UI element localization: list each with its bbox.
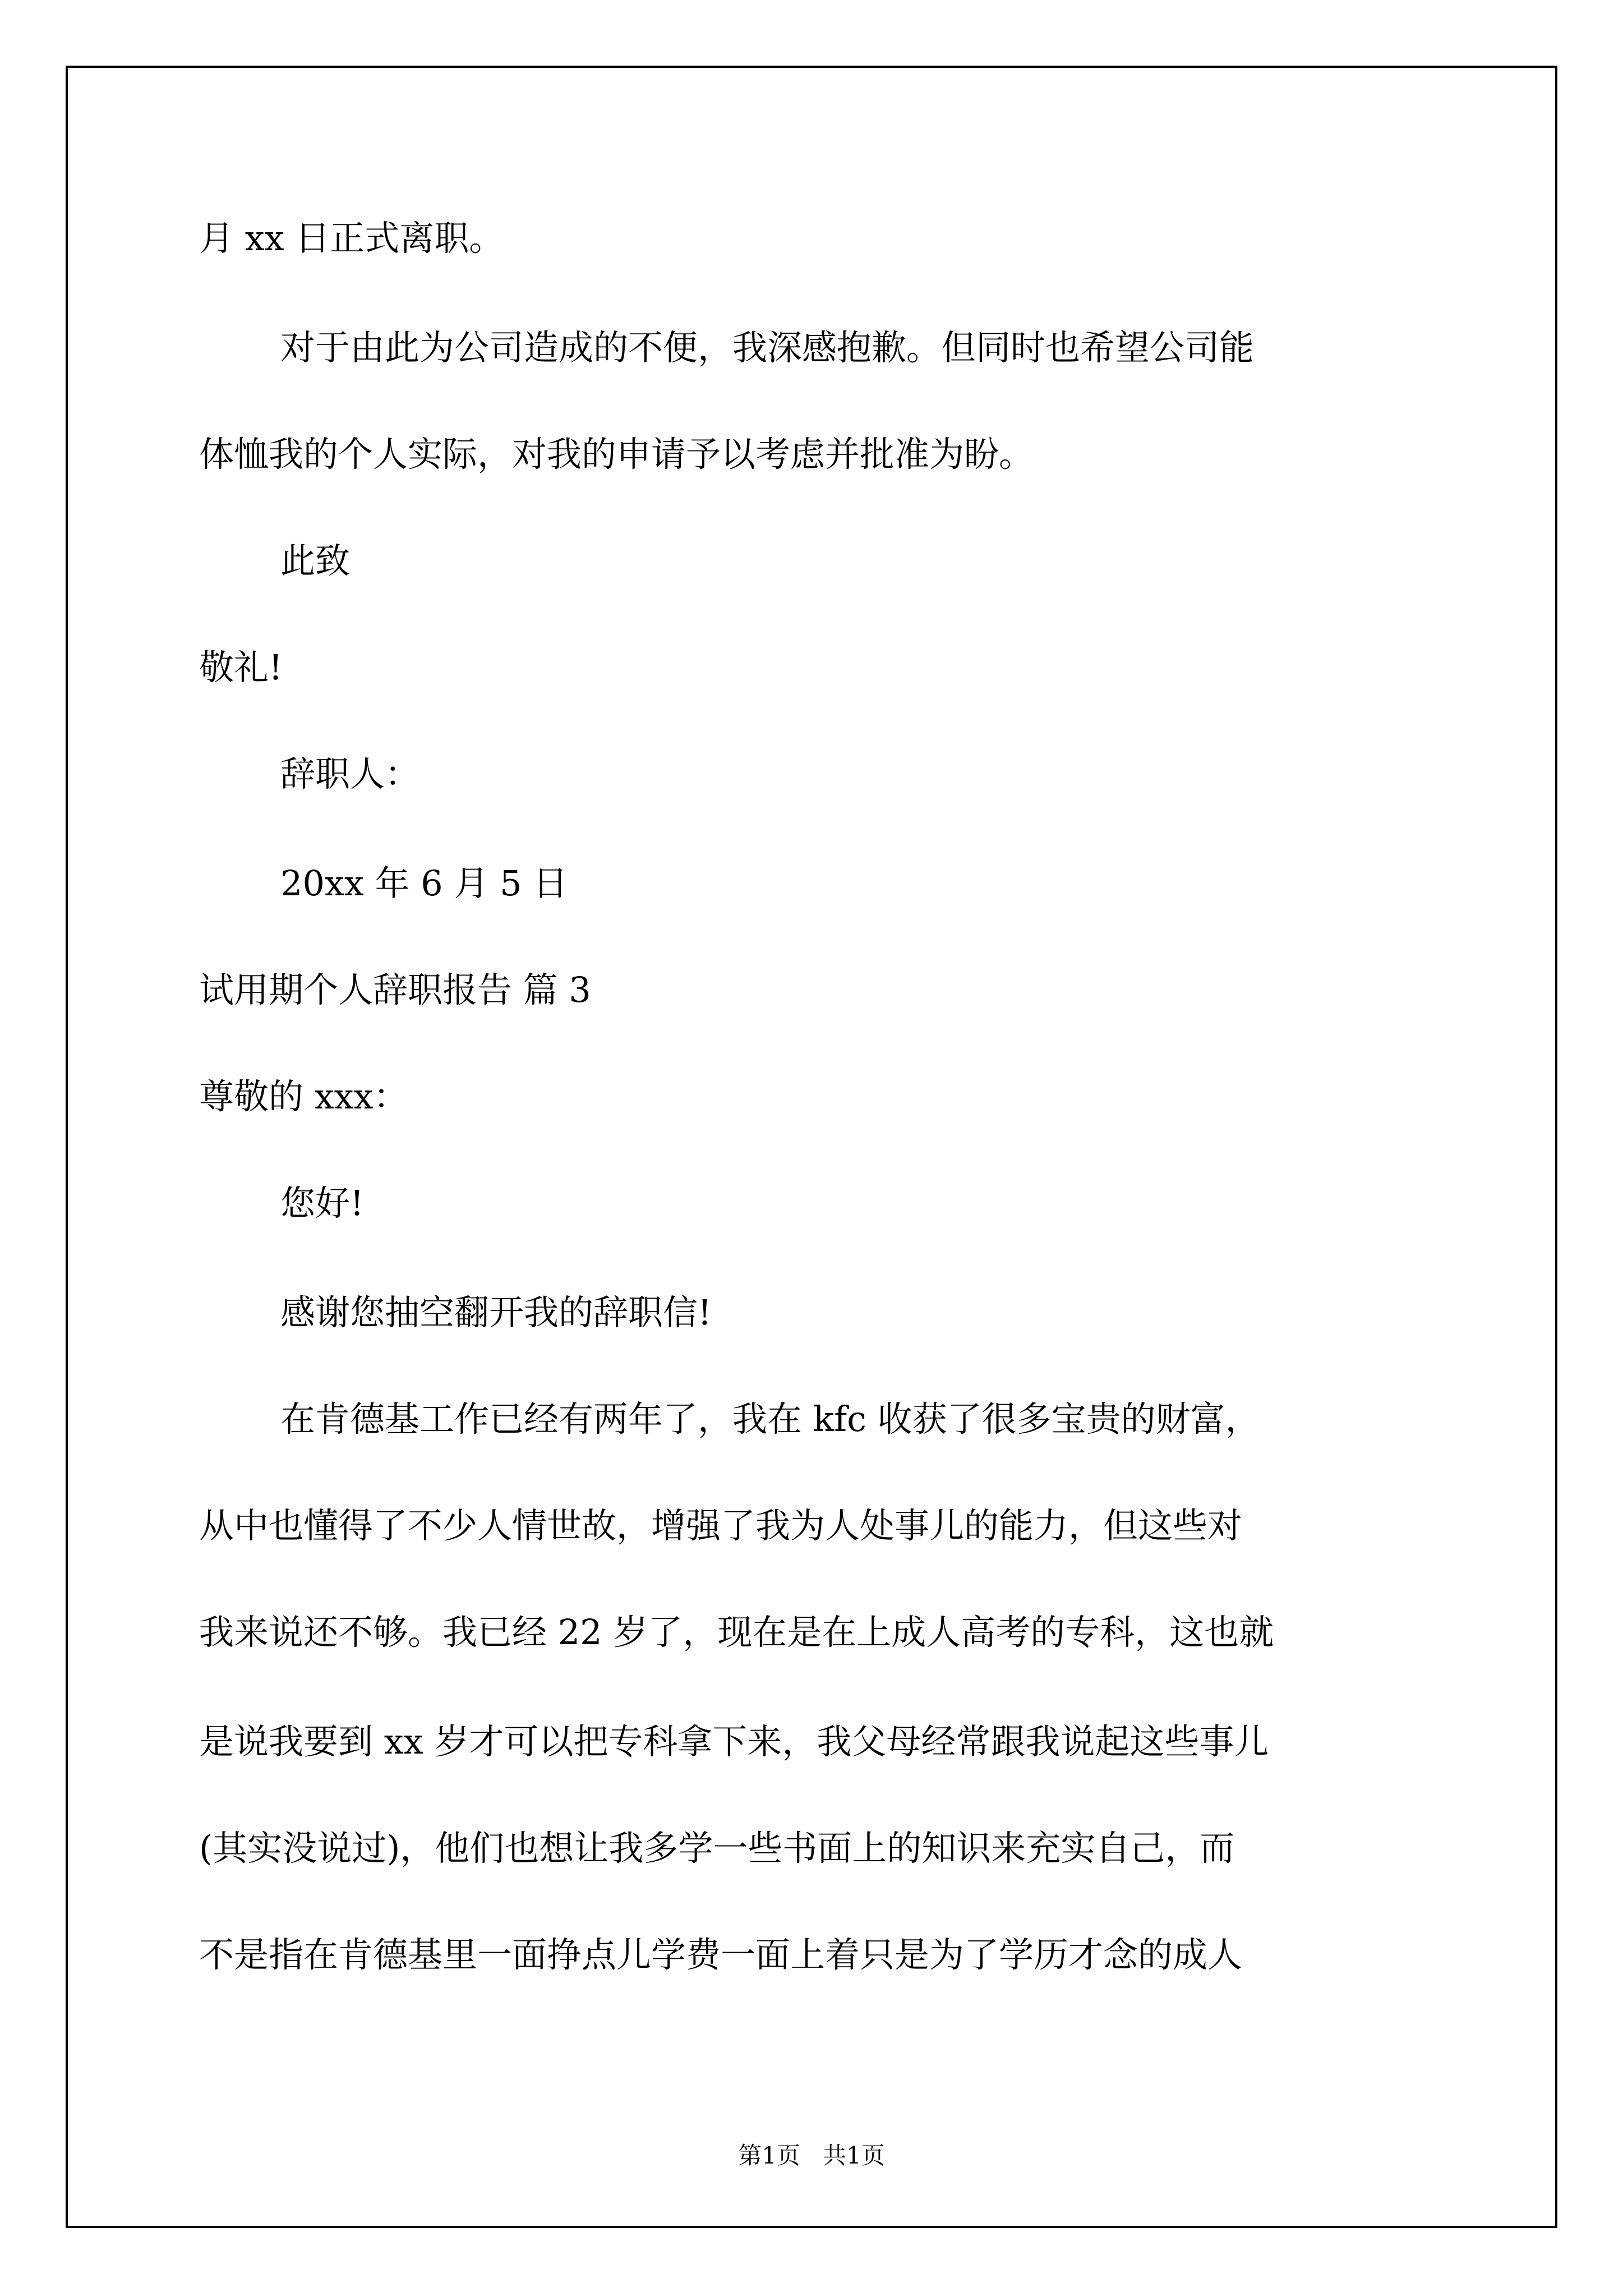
text-line: 月 xx 日正式离职。 bbox=[199, 218, 504, 259]
text-line: 对于由此为公司造成的不便，我深感抱歉。但同时也希望公司能 bbox=[280, 327, 1255, 368]
page-footer: 第1页 共1页 bbox=[738, 2142, 885, 2169]
text-line: 从中也懂得了不少人情世故，增强了我为人处事儿的能力，但这些对 bbox=[199, 1505, 1243, 1546]
text-line: 辞职人： bbox=[280, 753, 420, 794]
section-heading: 试用期个人辞职报告 篇 3 bbox=[199, 969, 591, 1010]
text-line: 在肯德基工作已经有两年了，我在 kfc 收获了很多宝贵的财富， bbox=[280, 1398, 1260, 1439]
text-line: (其实没说过)，他们也想让我多学一些书面上的知识来充实自己，而 bbox=[199, 1828, 1235, 1869]
text-line: 此致 bbox=[280, 540, 351, 581]
text-line: 感谢您抽空翻开我的辞职信! bbox=[280, 1292, 712, 1333]
text-line: 20xx 年 6 月 5 日 bbox=[280, 863, 568, 904]
text-line: 尊敬的 xxx： bbox=[199, 1076, 408, 1117]
text-line: 体恤我的个人实际，对我的申请予以考虑并批准为盼。 bbox=[199, 434, 1034, 475]
text-line: 敬礼! bbox=[199, 647, 283, 688]
text-line: 您好! bbox=[280, 1182, 364, 1223]
text-line: 是说我要到 xx 岁才可以把专科拿下来，我父母经常跟我说起这些事儿 bbox=[199, 1721, 1269, 1762]
text-line: 不是指在肯德基里一面挣点儿学费一面上着只是为了学历才念的成人 bbox=[199, 1934, 1243, 1975]
page-border bbox=[66, 66, 1557, 2228]
text-line: 我来说还不够。我已经 22 岁了，现在是在上成人高考的专科，这也就 bbox=[199, 1612, 1274, 1653]
